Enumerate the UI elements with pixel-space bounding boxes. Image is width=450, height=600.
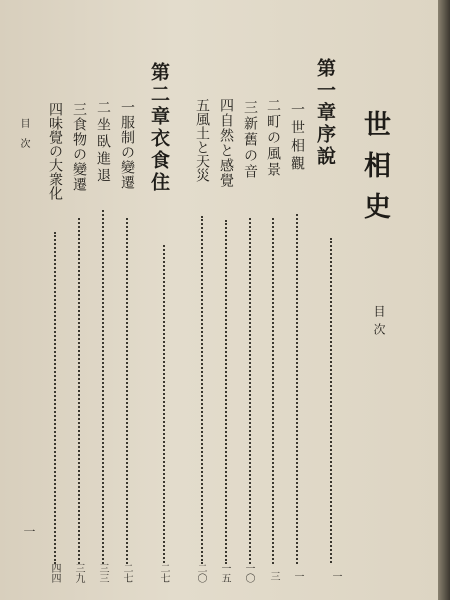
section-1-4-page: 一五 [219, 563, 230, 583]
title-char-1: 世 [359, 110, 390, 151]
chapter-1-page: 一 [330, 571, 341, 581]
section-1-3-leader [249, 218, 251, 564]
section-1-1[interactable] [287, 102, 307, 174]
section-2-1[interactable] [117, 100, 137, 190]
toc-subtitle-text: 目次 [372, 305, 386, 341]
section-2-3[interactable] [69, 102, 89, 192]
section-1-2-label: 二町の風景 [265, 98, 281, 178]
folio: 一 [22, 525, 36, 537]
running-head [16, 118, 31, 158]
chapter-2-leader [163, 245, 165, 563]
title-char-2: 相 [359, 151, 390, 192]
section-2-1-label: 一服制の變遷 [119, 100, 135, 190]
section-2-4-leader [54, 232, 56, 564]
section-1-4-leader [225, 220, 227, 564]
section-1-5[interactable] [192, 98, 212, 182]
section-2-1-leader [126, 218, 128, 564]
running-head-text: 目次 [18, 118, 29, 158]
section-2-2-leader [102, 210, 104, 564]
section-1-3-page: 一〇 [243, 563, 254, 583]
section-2-2-page: 三三 [97, 563, 108, 583]
book-title [355, 110, 394, 233]
section-2-2-label: 二坐臥進退 [95, 100, 111, 185]
section-1-4-label: 四自然と感覺 [218, 98, 234, 188]
section-1-3[interactable] [240, 100, 260, 180]
title-char-3: 史 [359, 192, 390, 233]
section-1-2-leader [272, 218, 274, 564]
section-2-3-label: 三食物の變遷 [71, 102, 87, 192]
chapter-2-page: 二七 [158, 563, 169, 583]
section-2-4[interactable] [45, 102, 65, 200]
section-2-1-page: 二七 [121, 563, 132, 583]
section-2-3-page: 三九 [73, 563, 84, 583]
section-1-2[interactable] [263, 98, 283, 178]
section-1-3-label: 三新舊の音 [242, 100, 258, 180]
chapter-2-heading[interactable] [146, 62, 173, 194]
section-2-4-label: 四味覺の大衆化 [47, 102, 63, 200]
chapter-1-heading[interactable] [312, 58, 339, 168]
toc-subtitle [371, 305, 388, 341]
section-1-2-page: 三 [268, 571, 279, 581]
section-1-5-label: 五風土と天災 [194, 98, 210, 182]
section-2-2[interactable] [93, 100, 113, 185]
section-2-3-leader [78, 218, 80, 564]
chapter-1-leader [330, 238, 332, 563]
section-1-1-page: 一 [292, 571, 303, 581]
book-edge-shadow [438, 0, 450, 600]
section-1-1-leader [296, 214, 298, 564]
chapter-2-title: 第二章衣食住 [148, 62, 170, 194]
section-1-5-page: 二〇 [195, 563, 206, 583]
section-1-1-label: 一世相觀 [289, 102, 305, 174]
chapter-1-title: 第一章序說 [314, 58, 336, 168]
section-1-4[interactable] [216, 98, 236, 188]
section-1-5-leader [201, 216, 203, 564]
section-2-4-page: 四四 [49, 563, 60, 583]
